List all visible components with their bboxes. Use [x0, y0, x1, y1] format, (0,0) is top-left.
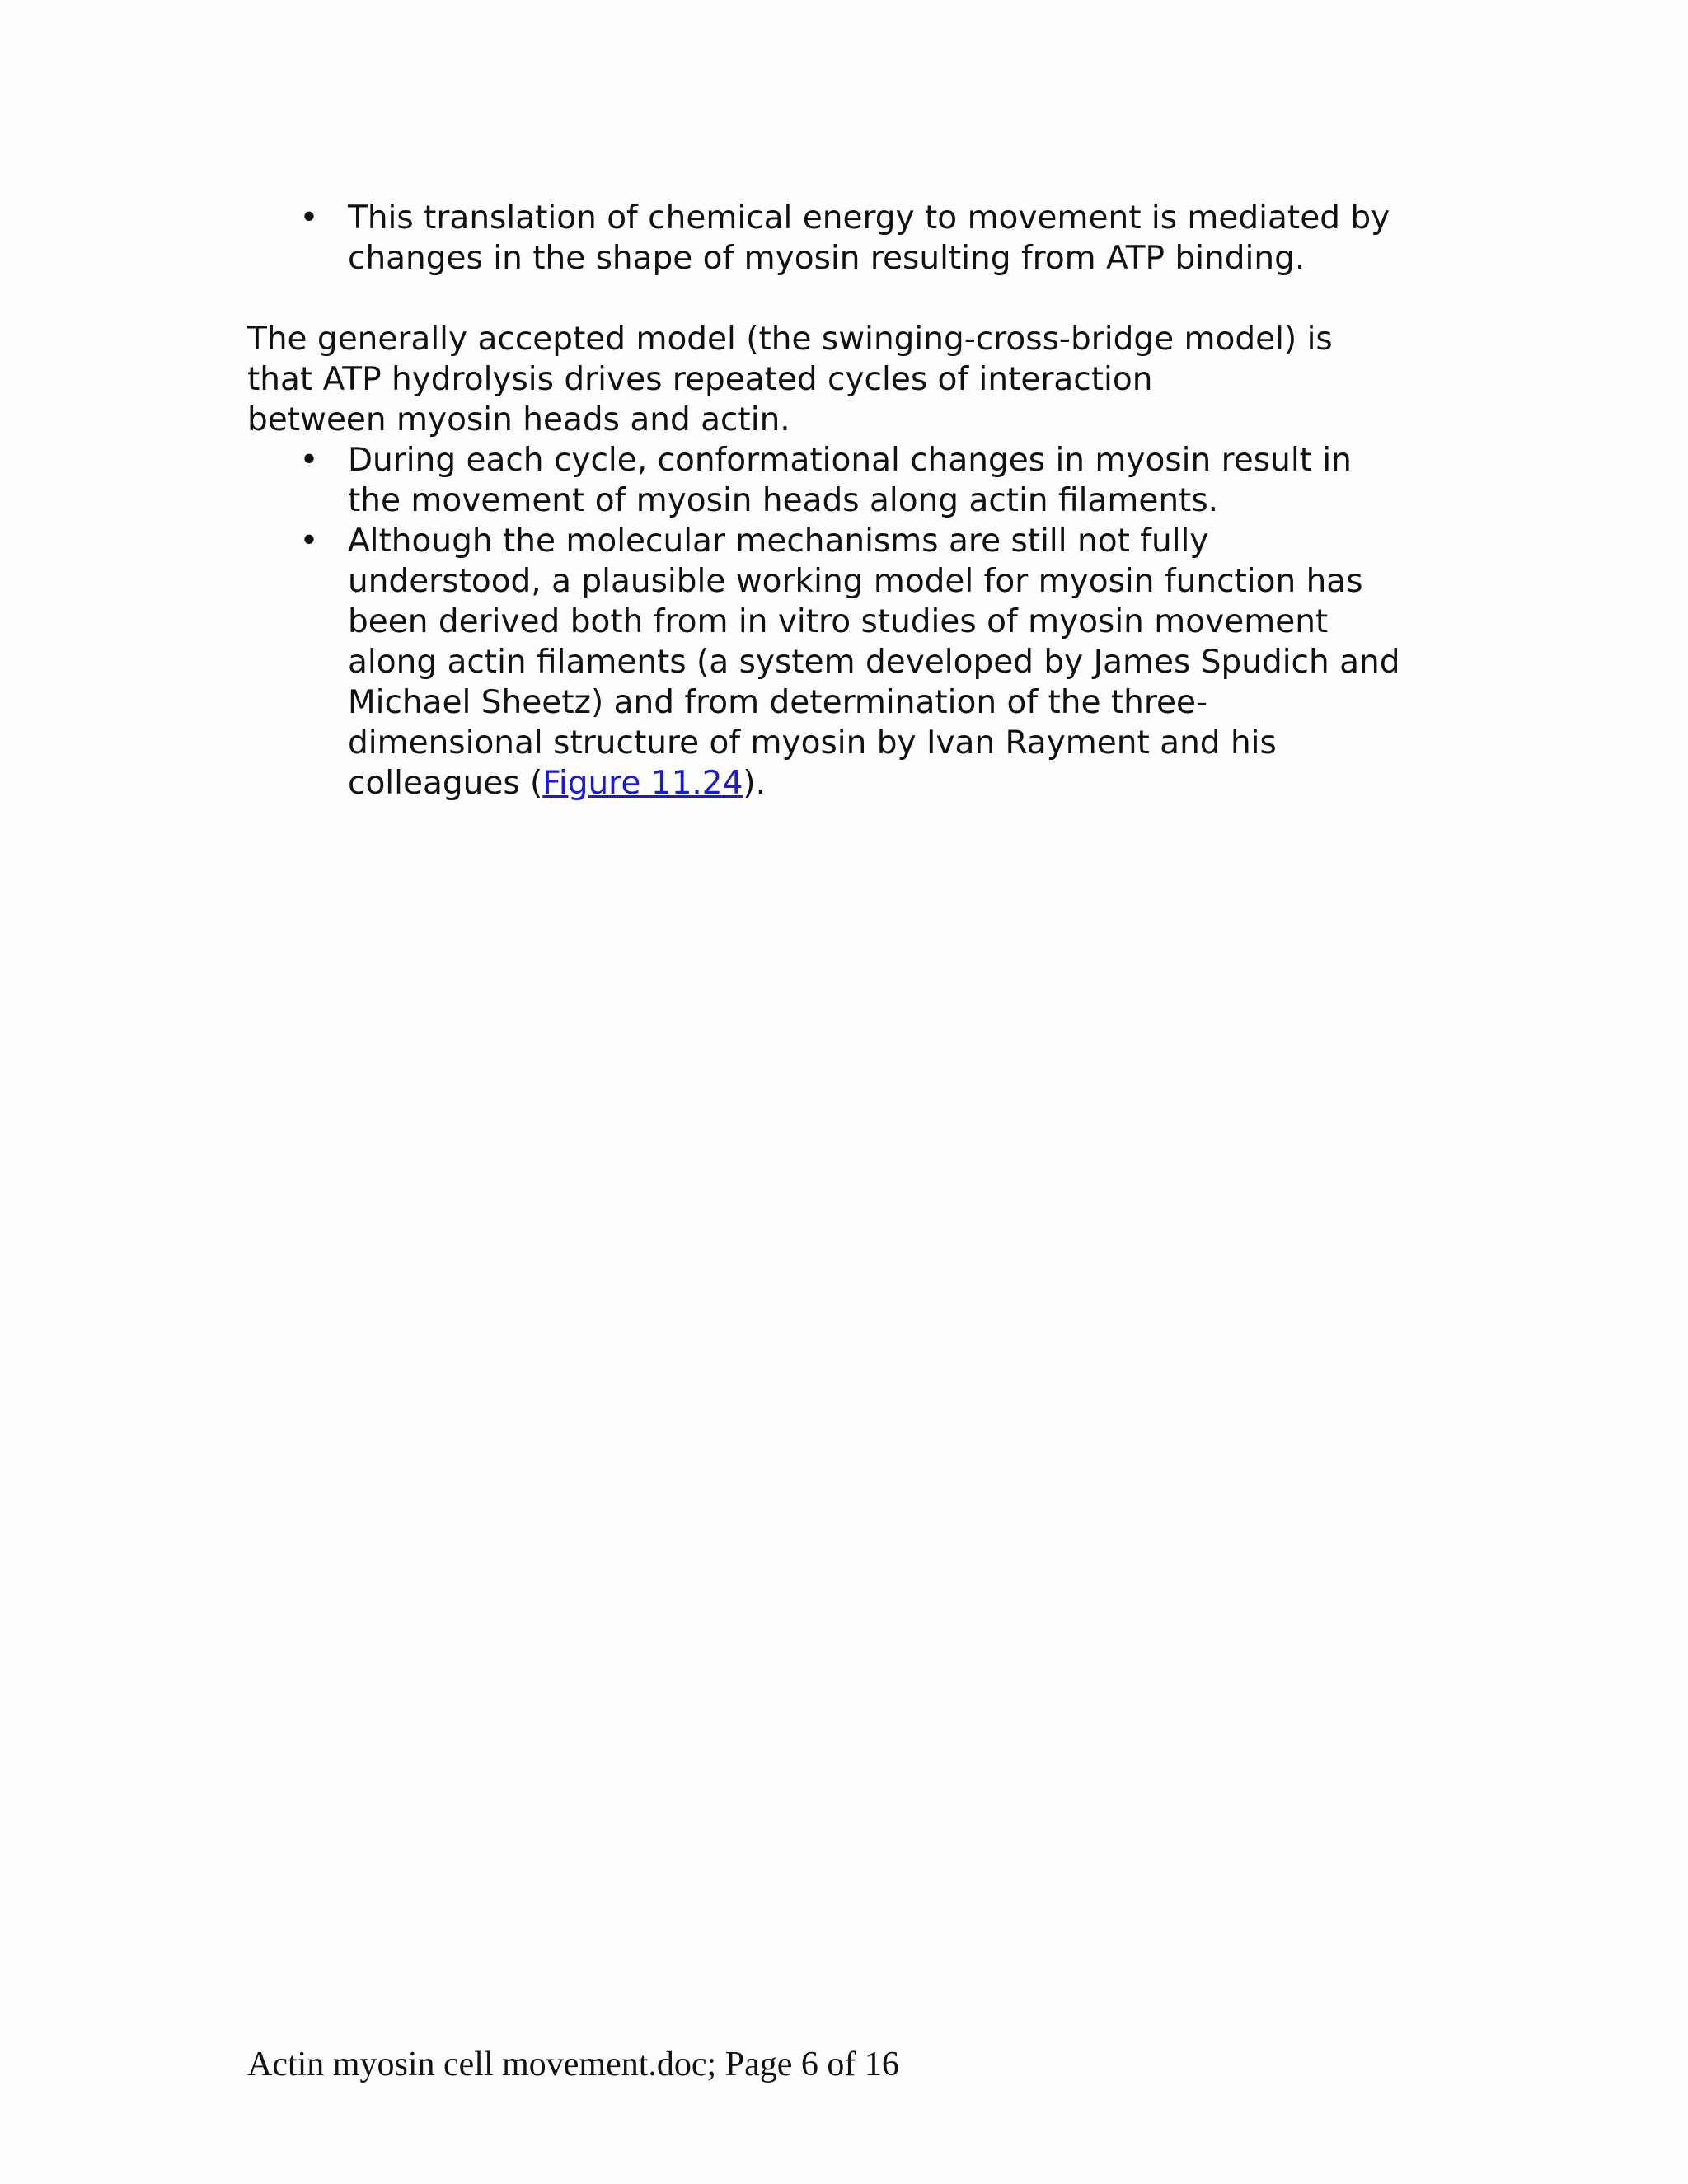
paragraph-spacer [247, 279, 1451, 319]
bullet-list-bottom [247, 440, 1451, 804]
bullet-line: Michael Sheetz) and from determination of the three- [348, 684, 1208, 721]
bullet-line: Although the molecular mechanisms are still not fully [348, 523, 1209, 560]
body-paragraph [247, 319, 1451, 440]
bullet-line: This translation of chemical energy to movement is mediated by [348, 199, 1390, 237]
bullet-line: along actin filaments (a system developed by James Spudich and [348, 644, 1400, 681]
bullet-line-with-link [348, 763, 1451, 804]
bullet-line: the movement of myosin heads along actin filaments. [348, 482, 1219, 519]
paragraph-line: that ATP hydrolysis drives repeated cycles of interaction [247, 361, 1153, 398]
paragraph-line: between myosin heads and actin. [247, 401, 790, 438]
bullet-line: understood, a plausible working model for myosin function has [348, 563, 1363, 600]
bullet-line: been derived both from in vitro studies of myosin movement [348, 603, 1329, 640]
paragraph-line: The generally accepted model (the swinging-cross-bridge model) is [247, 321, 1333, 358]
bullet-marker: • [299, 523, 319, 560]
link-suffix-text: ). [743, 765, 767, 802]
page-footer: Actin myosin cell movement.doc; Page 6 of 16 [247, 2046, 899, 2083]
bullet-marker: • [299, 442, 319, 479]
bullet-item [247, 521, 1451, 804]
link-prefix-text: colleagues ( [348, 765, 543, 802]
bullet-marker: • [299, 199, 319, 237]
bullet-item [247, 198, 1451, 279]
document-body [247, 198, 1451, 804]
bullet-line: dimensional structure of myosin by Ivan Rayment and his [348, 724, 1277, 762]
bullet-line: During each cycle, conformational changes in myosin result in [348, 442, 1352, 479]
figure-link[interactable]: Figure 11.24 [542, 765, 743, 802]
bullet-line: changes in the shape of myosin resulting from ATP binding. [348, 240, 1306, 277]
bullet-item [247, 440, 1451, 521]
bullet-list-top [247, 198, 1451, 279]
